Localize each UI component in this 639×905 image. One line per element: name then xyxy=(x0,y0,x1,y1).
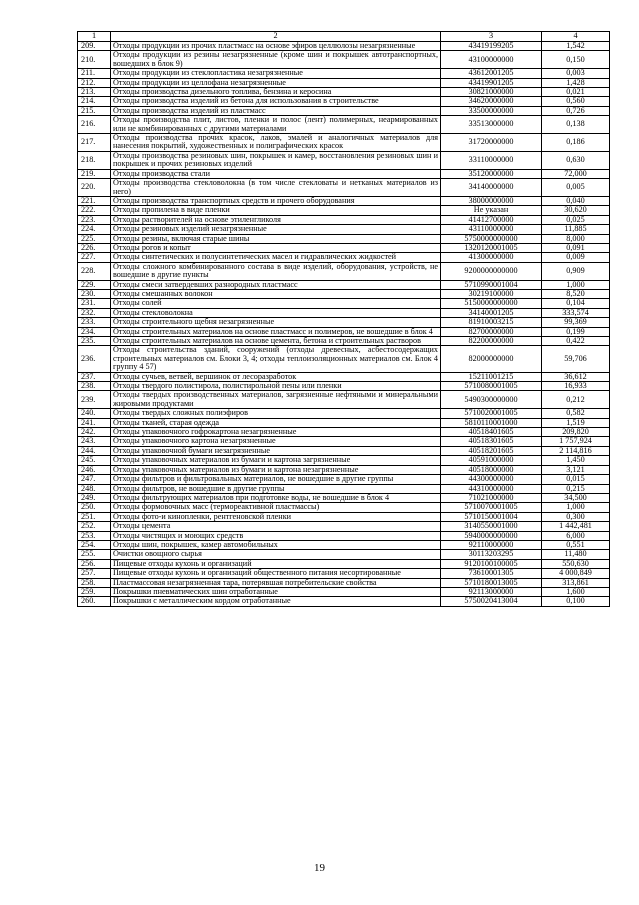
waste-name: Отходы растворителей на основе этиленгликоля xyxy=(111,215,441,224)
waste-name: Отходы тканей, старая одежда xyxy=(111,418,441,427)
row-number: 216. xyxy=(78,116,111,134)
waste-name: Отходы твердого полистирола, полистирольной пены или пленки xyxy=(111,382,441,391)
waste-code: 34620000000 xyxy=(441,97,542,106)
row-number: 220. xyxy=(78,179,111,197)
waste-name: Отходы сложного комбинированного состава в виде изделий, оборудования, устройств, не вошедшие в другие пункты xyxy=(111,262,441,280)
waste-amount: 0,003 xyxy=(542,69,610,78)
waste-name: Отходы производства дизельного топлива, бензина и керосина xyxy=(111,88,441,97)
table-row xyxy=(78,206,610,215)
waste-code: 40518401605 xyxy=(441,428,542,437)
waste-name: Отходы строительного щебня незагрязненные xyxy=(111,318,441,327)
waste-amount: 0,091 xyxy=(542,243,610,252)
table-row xyxy=(78,512,610,521)
waste-amount: 209,820 xyxy=(542,428,610,437)
waste-name: Отходы чистящих и моющих средств xyxy=(111,531,441,540)
row-number: 230. xyxy=(78,289,111,298)
waste-name: Пищевые отходы кухонь и организаций xyxy=(111,559,441,568)
waste-amount: 3,121 xyxy=(542,465,610,474)
table-row xyxy=(78,559,610,568)
waste-name: Отходы упаковочных материалов из бумаги и картона незагрязненные xyxy=(111,465,441,474)
table-row xyxy=(78,475,610,484)
table-row xyxy=(78,299,610,308)
row-number: 237. xyxy=(78,372,111,381)
table-row xyxy=(78,179,610,197)
table-row xyxy=(78,97,610,106)
waste-amount: 0,909 xyxy=(542,262,610,280)
table-row xyxy=(78,531,610,540)
row-number: 235. xyxy=(78,337,111,346)
waste-name: Отходы производства стекловолокна (в том числе стекловаты и нетканых материалов из него) xyxy=(111,179,441,197)
waste-code: 33513000000 xyxy=(441,116,542,134)
waste-amount: 0,551 xyxy=(542,540,610,549)
waste-code: 5810110001000 xyxy=(441,418,542,427)
row-number: 244. xyxy=(78,446,111,455)
table-row xyxy=(78,578,610,587)
waste-name: Отходы смешанных волокон xyxy=(111,289,441,298)
row-number: 251. xyxy=(78,512,111,521)
table-row xyxy=(78,51,610,69)
table-row xyxy=(78,409,610,418)
waste-code: 5710180013005 xyxy=(441,578,542,587)
row-number: 212. xyxy=(78,78,111,87)
table-row xyxy=(78,234,610,243)
waste-code: 41300000000 xyxy=(441,253,542,262)
table-row xyxy=(78,391,610,409)
row-number: 252. xyxy=(78,522,111,531)
waste-amount: 36,612 xyxy=(542,372,610,381)
waste-amount: 0,021 xyxy=(542,88,610,97)
waste-amount: 0,015 xyxy=(542,475,610,484)
row-number: 253. xyxy=(78,531,111,540)
waste-code: 71021000000 xyxy=(441,493,542,502)
waste-amount: 1,450 xyxy=(542,456,610,465)
row-number: 227. xyxy=(78,253,111,262)
waste-code: 34140001205 xyxy=(441,308,542,317)
row-number: 260. xyxy=(78,597,111,606)
table-row xyxy=(78,493,610,502)
row-number: 248. xyxy=(78,484,111,493)
table-row xyxy=(78,418,610,427)
row-number: 229. xyxy=(78,280,111,289)
waste-code: 43100000000 xyxy=(441,51,542,69)
row-number: 243. xyxy=(78,437,111,446)
waste-amount: 313,861 xyxy=(542,578,610,587)
waste-amount: 6,000 xyxy=(542,531,610,540)
waste-amount: 59,706 xyxy=(542,346,610,372)
table-row xyxy=(78,372,610,381)
row-number: 234. xyxy=(78,327,111,336)
row-number: 247. xyxy=(78,475,111,484)
waste-name: Отходы солей xyxy=(111,299,441,308)
table-row xyxy=(78,465,610,474)
row-number: 217. xyxy=(78,134,111,152)
waste-name: Отходы продукции из резины незагрязненные (кроме шин и покрышек автотранспортных, вошедших в блок 9) xyxy=(111,51,441,69)
waste-code: 1320120001005 xyxy=(441,243,542,252)
waste-code: 81910003215 xyxy=(441,318,542,327)
waste-amount: 1,428 xyxy=(542,78,610,87)
row-number: 258. xyxy=(78,578,111,587)
waste-amount: 0,212 xyxy=(542,391,610,409)
waste-code: 31720000000 xyxy=(441,134,542,152)
waste-amount: 0,150 xyxy=(542,51,610,69)
row-number: 214. xyxy=(78,97,111,106)
waste-amount: 0,300 xyxy=(542,512,610,521)
waste-name: Отходы резины, включая старые шины xyxy=(111,234,441,243)
table-row xyxy=(78,327,610,336)
waste-name: Отходы твердых производственных материалов, загрязненные нефтяными и минеральными жировыми продуктами xyxy=(111,391,441,409)
table-row xyxy=(78,106,610,115)
row-number: 224. xyxy=(78,225,111,234)
waste-name: Отходы цемента xyxy=(111,522,441,531)
row-number: 242. xyxy=(78,428,111,437)
table-row xyxy=(78,116,610,134)
row-number: 236. xyxy=(78,346,111,372)
waste-amount: 0,560 xyxy=(542,97,610,106)
header-col-2: 2 xyxy=(111,32,441,42)
waste-code: 43419199205 xyxy=(441,42,542,51)
row-number: 211. xyxy=(78,69,111,78)
table-row xyxy=(78,550,610,559)
row-number: 257. xyxy=(78,569,111,578)
waste-amount: 1,600 xyxy=(542,587,610,596)
table-row xyxy=(78,78,610,87)
waste-amount: 333,574 xyxy=(542,308,610,317)
waste-amount: 1 442,481 xyxy=(542,522,610,531)
waste-name: Отходы продукции из прочих пластмасс на основе эфиров целлюлозы незагрязненные xyxy=(111,42,441,51)
waste-code: 15211001215 xyxy=(441,372,542,381)
waste-name: Отходы сучьев, ветвей, вершинок от лесоразработок xyxy=(111,372,441,381)
row-number: 233. xyxy=(78,318,111,327)
waste-amount: 11,480 xyxy=(542,550,610,559)
waste-code: 30219100000 xyxy=(441,289,542,298)
waste-amount: 550,630 xyxy=(542,559,610,568)
table-row xyxy=(78,587,610,596)
waste-amount: 0,009 xyxy=(542,253,610,262)
waste-name: Отходы производства стали xyxy=(111,169,441,178)
waste-code: 5710020001005 xyxy=(441,409,542,418)
waste-code: 30113203295 xyxy=(441,550,542,559)
waste-code: 30821000000 xyxy=(441,88,542,97)
waste-code: Не указан xyxy=(441,206,542,215)
table-row xyxy=(78,225,610,234)
table-row xyxy=(78,503,610,512)
waste-amount: 0,138 xyxy=(542,116,610,134)
row-number: 256. xyxy=(78,559,111,568)
waste-amount: 1,000 xyxy=(542,280,610,289)
waste-name: Отходы производства резиновых шин, покрышек и камер, восстановления резиновых шин и покрышек и прочих резиновых изделий xyxy=(111,151,441,169)
table-row xyxy=(78,253,610,262)
waste-code: 41412700000 xyxy=(441,215,542,224)
waste-name: Покрышки с металлическим кордом отработанные xyxy=(111,597,441,606)
waste-code: 92110000000 xyxy=(441,540,542,549)
row-number: 240. xyxy=(78,409,111,418)
row-number: 219. xyxy=(78,169,111,178)
row-number: 228. xyxy=(78,262,111,280)
waste-code: 44300000000 xyxy=(441,475,542,484)
waste-code: 92113000000 xyxy=(441,587,542,596)
waste-code: 43419901205 xyxy=(441,78,542,87)
table-row xyxy=(78,540,610,549)
waste-code: 43612001205 xyxy=(441,69,542,78)
waste-name: Отходы упаковочного гофрокартона незагрязненные xyxy=(111,428,441,437)
waste-code: 5490300000000 xyxy=(441,391,542,409)
row-number: 259. xyxy=(78,587,111,596)
waste-code: 33500000000 xyxy=(441,106,542,115)
waste-amount: 1,519 xyxy=(542,418,610,427)
row-number: 245. xyxy=(78,456,111,465)
row-number: 238. xyxy=(78,382,111,391)
waste-amount: 0,040 xyxy=(542,196,610,205)
header-col-4: 4 xyxy=(542,32,610,42)
waste-code: 82700000000 xyxy=(441,327,542,336)
table-row xyxy=(78,243,610,252)
waste-name: Отходы рогов и копыт xyxy=(111,243,441,252)
waste-code: 5750020413004 xyxy=(441,597,542,606)
waste-name: Отходы продукции из целлофана незагрязненные xyxy=(111,78,441,87)
waste-amount: 0,104 xyxy=(542,299,610,308)
waste-amount: 16,933 xyxy=(542,382,610,391)
waste-code: 43110000000 xyxy=(441,225,542,234)
waste-name: Отходы смеси затвердевших разнородных пластмасс xyxy=(111,280,441,289)
waste-code: 44310000000 xyxy=(441,484,542,493)
waste-name: Отходы твердых сложных полиэфиров xyxy=(111,409,441,418)
table-row xyxy=(78,151,610,169)
waste-name: Отходы производства прочих красок, лаков, эмалей и аналогичных материалов для нанесения покрытий, художественных и полиграфических красок xyxy=(111,134,441,152)
waste-amount: 0,199 xyxy=(542,327,610,336)
waste-code: 40591000000 xyxy=(441,456,542,465)
page-number: 19 xyxy=(314,862,325,874)
waste-code: 34140000000 xyxy=(441,179,542,197)
waste-name: Отходы упаковочных материалов из бумаги и картона загрязненные xyxy=(111,456,441,465)
row-number: 250. xyxy=(78,503,111,512)
row-number: 241. xyxy=(78,418,111,427)
table-row xyxy=(78,437,610,446)
waste-name: Отходы производства плит, листов, пленки и полос (лент) полимерных, неармированных или не комбинированных с другими материалами xyxy=(111,116,441,134)
waste-name: Отходы пропилена в виде пленки xyxy=(111,206,441,215)
waste-amount: 0,025 xyxy=(542,215,610,224)
waste-amount: 34,500 xyxy=(542,493,610,502)
row-number: 246. xyxy=(78,465,111,474)
waste-amount: 0,582 xyxy=(542,409,610,418)
table-row xyxy=(78,289,610,298)
row-number: 209. xyxy=(78,42,111,51)
waste-table xyxy=(77,31,610,607)
waste-code: 38000000000 xyxy=(441,196,542,205)
waste-amount: 8,000 xyxy=(542,234,610,243)
waste-code: 40518301605 xyxy=(441,437,542,446)
waste-amount: 1,542 xyxy=(542,42,610,51)
waste-code: 5710070001005 xyxy=(441,503,542,512)
waste-name: Отходы формовочных масс (термореактивной пластмассы) xyxy=(111,503,441,512)
waste-amount: 8,520 xyxy=(542,289,610,298)
waste-name: Отходы строительства зданий, сооружений (отходы древесных, асбестосодержащих строительных материалов см. Блоки 3, 4; отходы теплоизоляционных материалов см. Блок 4 группу 4 57) xyxy=(111,346,441,372)
row-number: 221. xyxy=(78,196,111,205)
table-row xyxy=(78,522,610,531)
waste-amount: 0,726 xyxy=(542,106,610,115)
header-col-1: 1 xyxy=(78,32,111,42)
waste-name: Очистки овощного сырья xyxy=(111,550,441,559)
waste-code: 40518201605 xyxy=(441,446,542,455)
row-number: 226. xyxy=(78,243,111,252)
table-row xyxy=(78,42,610,51)
waste-code: 82000000000 xyxy=(441,346,542,372)
waste-name: Отходы производства транспортных средств и прочего оборудования xyxy=(111,196,441,205)
waste-name: Пищевые отходы кухонь и организаций общественного питания несортированные xyxy=(111,569,441,578)
waste-name: Отходы фильтров и фильтровальных материалов, не вошедшие в другие группы xyxy=(111,475,441,484)
table-row xyxy=(78,337,610,346)
table-row xyxy=(78,196,610,205)
waste-amount: 30,620 xyxy=(542,206,610,215)
waste-name: Отходы фото-и кинопленки, рентгеновской пленки xyxy=(111,512,441,521)
waste-amount: 1,000 xyxy=(542,503,610,512)
table-row xyxy=(78,88,610,97)
waste-amount: 0,422 xyxy=(542,337,610,346)
waste-amount: 4 000,849 xyxy=(542,569,610,578)
row-number: 225. xyxy=(78,234,111,243)
table-row xyxy=(78,215,610,224)
waste-code: 40518000000 xyxy=(441,465,542,474)
waste-code: 5150000000000 xyxy=(441,299,542,308)
waste-amount: 0,215 xyxy=(542,484,610,493)
waste-code: 9120100100005 xyxy=(441,559,542,568)
waste-code: 5710080001005 xyxy=(441,382,542,391)
waste-name: Отходы продукции из стеклопластика незагрязненные xyxy=(111,69,441,78)
waste-name: Отходы строительных материалов на основе цемента, бетона и строительных растворов xyxy=(111,337,441,346)
waste-name: Отходы синтетических и полусинтетических масел и гидравлических жидкостей xyxy=(111,253,441,262)
waste-amount: 0,100 xyxy=(542,597,610,606)
table-row xyxy=(78,280,610,289)
waste-code: 5750000000000 xyxy=(441,234,542,243)
waste-name: Покрышки пневматических шин отработанные xyxy=(111,587,441,596)
row-number: 239. xyxy=(78,391,111,409)
waste-name: Отходы фильтров, не вошедшие в другие группы xyxy=(111,484,441,493)
row-number: 232. xyxy=(78,308,111,317)
waste-amount: 0,630 xyxy=(542,151,610,169)
waste-amount: 1 757,924 xyxy=(542,437,610,446)
table-row xyxy=(78,262,610,280)
waste-name: Отходы упаковочного картона незагрязненные xyxy=(111,437,441,446)
waste-amount: 99,369 xyxy=(542,318,610,327)
waste-code: 9200000000000 xyxy=(441,262,542,280)
table-row xyxy=(78,382,610,391)
waste-amount: 0,005 xyxy=(542,179,610,197)
waste-name: Отходы упаковочной бумаги незагрязненные xyxy=(111,446,441,455)
waste-code: 5940000000000 xyxy=(441,531,542,540)
waste-amount: 2 114,816 xyxy=(542,446,610,455)
waste-name: Отходы стекловолокна xyxy=(111,308,441,317)
waste-name: Отходы резиновых изделий незагрязненные xyxy=(111,225,441,234)
waste-name: Отходы производства изделий из бетона для использования в строительстве xyxy=(111,97,441,106)
row-number: 231. xyxy=(78,299,111,308)
row-number: 222. xyxy=(78,206,111,215)
row-number: 254. xyxy=(78,540,111,549)
table-row xyxy=(78,484,610,493)
table-row xyxy=(78,69,610,78)
table-row xyxy=(78,446,610,455)
waste-code: 73610001305 xyxy=(441,569,542,578)
waste-name: Отходы шин, покрышек, камер автомобильных xyxy=(111,540,441,549)
row-number: 218. xyxy=(78,151,111,169)
row-number: 213. xyxy=(78,88,111,97)
table-row xyxy=(78,346,610,372)
table-row xyxy=(78,318,610,327)
waste-name: Отходы фильтрующих материалов при подготовке воды, не вошедшие в блок 4 xyxy=(111,493,441,502)
table-row xyxy=(78,134,610,152)
waste-name: Отходы строительных материалов на основе пластмасс и полимеров, не вошедшие в блок 4 xyxy=(111,327,441,336)
row-number: 255. xyxy=(78,550,111,559)
row-number: 249. xyxy=(78,493,111,502)
table-row xyxy=(78,308,610,317)
waste-name: Отходы производства изделий из пластмасс xyxy=(111,106,441,115)
waste-amount: 11,885 xyxy=(542,225,610,234)
waste-amount: 0,186 xyxy=(542,134,610,152)
waste-code: 5710150001004 xyxy=(441,512,542,521)
table-row xyxy=(78,169,610,178)
row-number: 210. xyxy=(78,51,111,69)
waste-code: 5710990001004 xyxy=(441,280,542,289)
table-row xyxy=(78,456,610,465)
waste-code: 35120000000 xyxy=(441,169,542,178)
table-body xyxy=(78,42,610,607)
waste-amount: 72,000 xyxy=(542,169,610,178)
waste-code: 3140550001000 xyxy=(441,522,542,531)
waste-code: 82200000000 xyxy=(441,337,542,346)
header-col-3: 3 xyxy=(441,32,542,42)
waste-name: Пластмассовая незагрязненная тара, потерявшая потребительские свойства xyxy=(111,578,441,587)
waste-code: 33110000000 xyxy=(441,151,542,169)
table-row xyxy=(78,569,610,578)
table-header-row xyxy=(78,32,610,42)
table-row xyxy=(78,597,610,606)
table-row xyxy=(78,428,610,437)
row-number: 223. xyxy=(78,215,111,224)
row-number: 215. xyxy=(78,106,111,115)
